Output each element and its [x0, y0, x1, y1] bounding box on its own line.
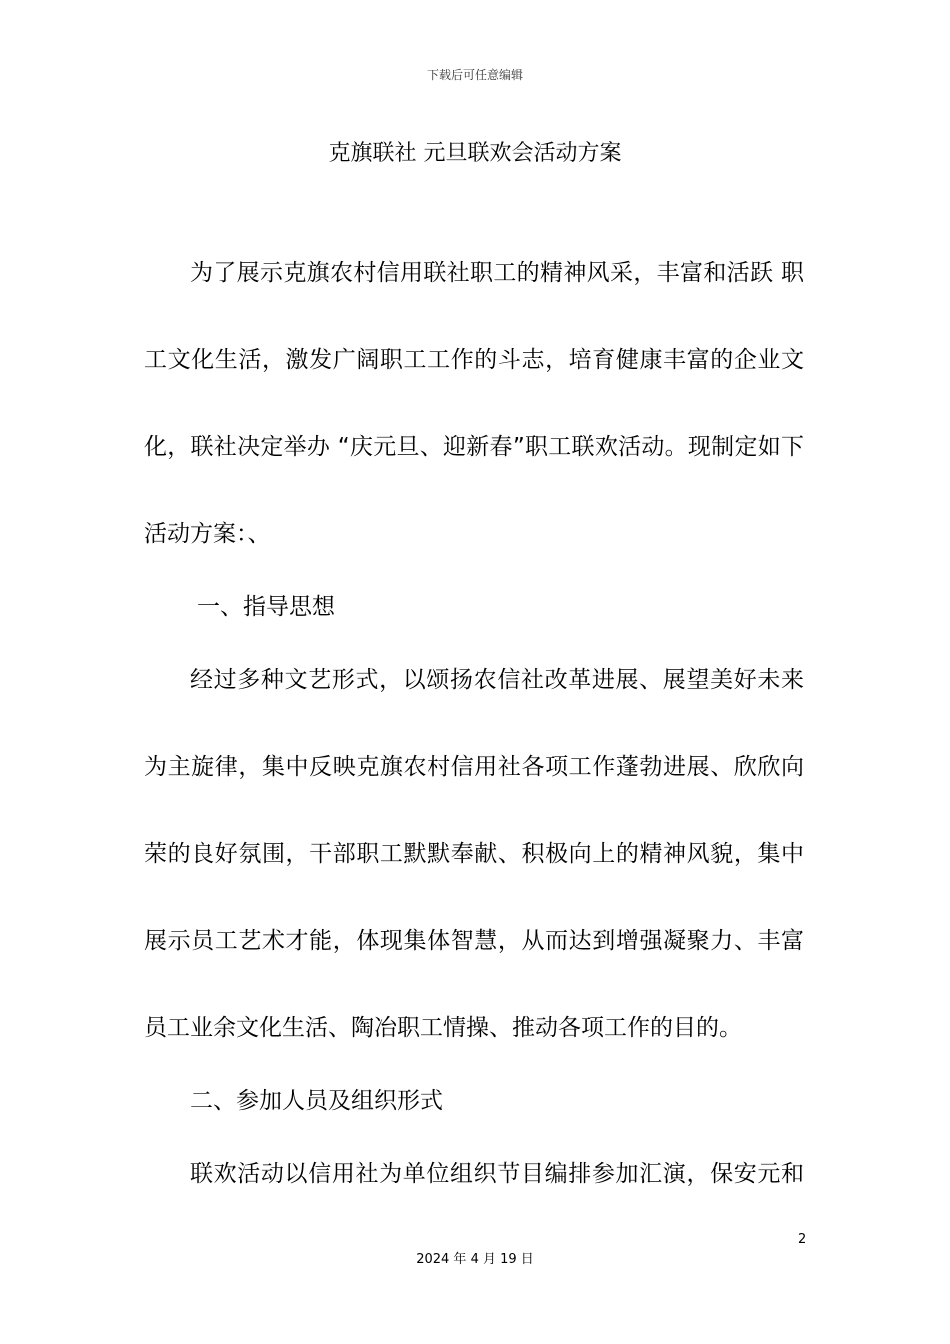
page-number: 2 — [798, 1232, 807, 1247]
paragraph-line: 展示员工艺术才能，体现集体智慧，从而达到增强凝聚力、丰富 — [144, 928, 804, 954]
section-heading: 二、参加人员及组织形式 — [190, 1088, 443, 1114]
paragraph-line: 经过多种文艺形式，以颂扬农信社改革进展、展望美好未来 — [190, 667, 804, 693]
paragraph-line: 员工业余文化生活、陶冶职工情操、推动各项工作的目的。 — [144, 1015, 742, 1041]
paragraph-line: 联欢活动以信用社为单位组织节目编排参加汇演，保安元和 — [190, 1161, 804, 1187]
paragraph-line: 为了展示克旗农村信用联社职工的精神风采，丰富和活跃 职 — [190, 260, 804, 286]
paragraph-line: 活动方案：、 — [144, 521, 271, 547]
section-heading: 一、指导思想 — [197, 594, 335, 620]
paragraph-line: 为主旋律，集中反映克旗农村信用社各项工作蓬勃进展、欣欣向 — [144, 754, 804, 780]
document-title: 克旗联社 元旦联欢会活动方案 — [328, 141, 622, 166]
paragraph-line: 化，联社决定举办 “庆元旦、迎新春”职工联欢活动。现制定如下 — [144, 434, 804, 460]
footer-date: 2024 年 4 月 19 日 — [416, 1252, 534, 1267]
paragraph-line: 工文化生活，激发广阔职工工作的斗志，培育健康丰富的企业文 — [144, 347, 804, 373]
paragraph-line: 荣的良好氛围，干部职工默默奉献、积极向上的精神风貌，集中 — [144, 841, 804, 867]
header-note: 下载后可任意编辑 — [426, 68, 523, 82]
